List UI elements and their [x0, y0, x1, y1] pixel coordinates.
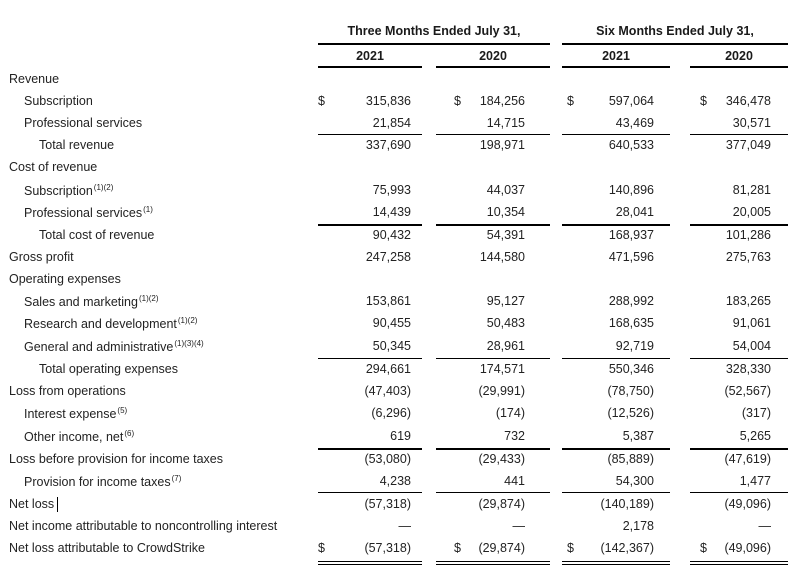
total-rule — [436, 358, 550, 359]
row-label-text: Net income attributable to noncontrolling interest — [9, 519, 278, 533]
row-label-text: Provision for income taxes — [24, 475, 171, 489]
statement-row — [0, 403, 797, 425]
total-rule — [690, 492, 788, 493]
total-rule — [318, 561, 422, 562]
dollar-sign: $ — [700, 94, 707, 108]
row-label — [24, 205, 153, 220]
statement-row — [0, 516, 797, 538]
statement-row — [0, 313, 797, 335]
value-cell: 732 — [504, 429, 525, 443]
row-label — [39, 228, 154, 242]
value-cell: 10,354 — [486, 205, 525, 219]
total-rule — [562, 492, 670, 493]
value-cell: (29,433) — [478, 452, 525, 466]
statement-row — [0, 91, 797, 113]
value-cell: 153,861 — [365, 294, 411, 308]
total-rule — [690, 224, 788, 226]
header-year-col3: 2021 — [602, 49, 630, 63]
value-cell: 14,715 — [486, 116, 525, 130]
value-cell: (49,096) — [724, 497, 771, 511]
row-label — [9, 497, 54, 511]
value-cell: (53,080) — [364, 452, 411, 466]
total-rule — [690, 134, 788, 135]
row-label — [24, 474, 181, 489]
row-label — [39, 138, 114, 152]
value-cell: 597,064 — [608, 94, 654, 108]
value-cell: 44,037 — [486, 183, 525, 197]
row-label — [9, 272, 121, 286]
value-cell: 1,477 — [739, 474, 771, 488]
value-cell: 5,265 — [739, 429, 771, 443]
value-cell: (142,367) — [600, 541, 654, 555]
value-cell: (29,874) — [478, 497, 525, 511]
value-cell: (29,991) — [478, 384, 525, 398]
value-cell: 92,719 — [615, 339, 654, 353]
total-rule — [436, 564, 550, 565]
row-label-text: Other income, net — [24, 430, 124, 444]
value-cell: 81,281 — [732, 183, 771, 197]
row-label-text: Net loss attributable to CrowdStrike — [9, 541, 205, 555]
row-label — [24, 339, 204, 354]
row-label — [24, 429, 134, 444]
value-cell: 14,439 — [372, 205, 411, 219]
row-label — [9, 384, 126, 398]
value-cell: 288,992 — [608, 294, 654, 308]
statement-row — [0, 359, 797, 381]
row-label-text: Subscription — [24, 94, 93, 108]
statement-row — [0, 225, 797, 247]
statement-row — [0, 381, 797, 403]
value-cell: 75,993 — [372, 183, 411, 197]
row-label-text: Operating expenses — [9, 272, 121, 286]
footnote-ref: (1) — [143, 205, 153, 214]
header-three-months: Three Months Ended July 31, — [347, 24, 521, 38]
value-cell: 5,387 — [622, 429, 654, 443]
total-rule — [436, 134, 550, 135]
header-year-col4: 2020 — [725, 49, 753, 63]
footnote-ref: (1)(2) — [138, 294, 159, 303]
value-cell: 441 — [504, 474, 525, 488]
row-label-text: Gross profit — [9, 250, 74, 264]
total-rule — [436, 492, 550, 493]
footnote-ref: (6) — [124, 429, 135, 438]
statement-row — [0, 471, 797, 493]
dollar-sign: $ — [700, 541, 707, 555]
header-year-rule — [436, 66, 550, 68]
value-cell: 28,961 — [486, 339, 525, 353]
statement-row — [0, 494, 797, 516]
total-rule — [562, 564, 670, 565]
value-cell: (140,189) — [600, 497, 654, 511]
value-cell: (49,096) — [724, 541, 771, 555]
row-label-text: Net loss — [9, 497, 55, 511]
total-rule — [436, 224, 550, 226]
value-cell: 183,265 — [725, 294, 771, 308]
row-label-text: Sales and marketing — [24, 295, 138, 309]
value-cell: (52,567) — [724, 384, 771, 398]
value-cell: 198,971 — [479, 138, 525, 152]
row-label — [24, 406, 127, 421]
statement-row — [0, 269, 797, 291]
value-cell: 20,005 — [732, 205, 771, 219]
value-cell: (174) — [495, 406, 525, 420]
value-cell: (85,889) — [607, 452, 654, 466]
value-cell: (6,296) — [371, 406, 411, 420]
row-label — [9, 250, 74, 264]
dollar-sign: $ — [567, 541, 574, 555]
header-year-rule — [318, 66, 422, 68]
row-label-text: Professional services — [24, 116, 143, 130]
footnote-ref: (1)(3)(4) — [174, 339, 204, 348]
total-rule — [318, 134, 422, 135]
statement-row — [0, 538, 797, 560]
value-cell: 337,690 — [365, 138, 411, 152]
statement-row — [0, 69, 797, 91]
value-cell: 91,061 — [732, 316, 771, 330]
value-cell: 21,854 — [372, 116, 411, 130]
total-rule — [562, 224, 670, 226]
row-label-text: Subscription — [24, 184, 93, 198]
value-cell: (57,318) — [364, 541, 411, 555]
value-cell: 247,258 — [365, 250, 411, 264]
statement-row — [0, 449, 797, 471]
row-label-text: Total revenue — [39, 138, 115, 152]
row-label — [24, 294, 159, 309]
header-year-rule — [562, 66, 670, 68]
dollar-sign: $ — [318, 94, 325, 108]
row-label-text: Research and development — [24, 317, 177, 331]
row-label-text: Total cost of revenue — [39, 228, 155, 242]
row-label-text: General and administrative — [24, 340, 174, 354]
total-rule — [318, 448, 422, 450]
total-rule — [690, 358, 788, 359]
value-cell: 640,533 — [608, 138, 654, 152]
total-rule — [318, 492, 422, 493]
row-label-text: Interest expense — [24, 407, 117, 421]
row-label-text: Cost of revenue — [9, 160, 98, 174]
row-label — [24, 94, 93, 108]
footnote-ref: (7) — [171, 474, 182, 483]
value-cell: 550,346 — [608, 362, 654, 376]
value-cell: 144,580 — [479, 250, 525, 264]
total-rule — [562, 448, 670, 450]
total-rule — [436, 561, 550, 562]
total-rule — [562, 134, 670, 135]
value-cell: 54,391 — [486, 228, 525, 242]
value-cell: 95,127 — [486, 294, 525, 308]
statement-row — [0, 426, 797, 448]
value-cell: 168,937 — [608, 228, 654, 242]
total-rule — [562, 561, 670, 562]
header-rule-six-months — [562, 43, 788, 45]
value-cell: — — [512, 519, 525, 533]
row-label — [24, 316, 197, 331]
header-year-col2: 2020 — [479, 49, 507, 63]
value-cell: 174,571 — [479, 362, 525, 376]
row-label-text: Loss from operations — [9, 384, 126, 398]
statement-row — [0, 336, 797, 358]
value-cell: (57,318) — [364, 497, 411, 511]
total-rule — [690, 561, 788, 562]
value-cell: 43,469 — [615, 116, 654, 130]
statement-row — [0, 157, 797, 179]
value-cell: (12,526) — [607, 406, 654, 420]
dollar-sign: $ — [567, 94, 574, 108]
value-cell: — — [398, 519, 411, 533]
statement-row — [0, 113, 797, 135]
footnote-ref: (5) — [117, 406, 128, 415]
row-label — [9, 72, 59, 86]
row-label-text: Revenue — [9, 72, 60, 86]
row-label — [9, 541, 205, 555]
value-cell: 184,256 — [479, 94, 525, 108]
statement-row — [0, 247, 797, 269]
header-rule-three-months — [318, 43, 550, 45]
total-rule — [436, 448, 550, 450]
value-cell: 28,041 — [615, 205, 654, 219]
header-year-rule — [690, 66, 788, 68]
value-cell: 54,004 — [732, 339, 771, 353]
value-cell: 4,238 — [379, 474, 411, 488]
value-cell: (78,750) — [607, 384, 654, 398]
row-label-text: Loss before provision for income taxes — [9, 452, 223, 466]
row-label — [9, 519, 277, 533]
value-cell: 54,300 — [615, 474, 654, 488]
value-cell: (47,619) — [724, 452, 771, 466]
value-cell: (29,874) — [478, 541, 525, 555]
value-cell: 50,345 — [372, 339, 411, 353]
dollar-sign: $ — [454, 94, 461, 108]
value-cell: 328,330 — [725, 362, 771, 376]
value-cell: 50,483 — [486, 316, 525, 330]
total-rule — [318, 564, 422, 565]
total-rule — [562, 358, 670, 359]
statement-row — [0, 180, 797, 202]
value-cell: 2,178 — [622, 519, 654, 533]
value-cell: 90,455 — [372, 316, 411, 330]
value-cell: 377,049 — [725, 138, 771, 152]
statement-row — [0, 291, 797, 313]
value-cell: 168,635 — [608, 316, 654, 330]
total-rule — [318, 224, 422, 226]
header-six-months: Six Months Ended July 31, — [596, 24, 754, 38]
row-label — [24, 183, 113, 198]
value-cell: (317) — [741, 406, 771, 420]
row-label — [9, 452, 223, 466]
statement-row — [0, 135, 797, 157]
footnote-ref: (1)(2) — [93, 183, 114, 192]
value-cell: (47,403) — [364, 384, 411, 398]
value-cell: 471,596 — [608, 250, 654, 264]
value-cell: 101,286 — [725, 228, 771, 242]
value-cell: 275,763 — [725, 250, 771, 264]
dollar-sign: $ — [454, 541, 461, 555]
total-rule — [690, 564, 788, 565]
value-cell: 90,432 — [372, 228, 411, 242]
value-cell: 140,896 — [608, 183, 654, 197]
row-label-text: Total operating expenses — [39, 362, 178, 376]
footnote-ref: (1)(2) — [177, 316, 198, 325]
text-cursor — [57, 497, 58, 512]
value-cell: 619 — [390, 429, 411, 443]
value-cell: 30,571 — [732, 116, 771, 130]
value-cell: — — [758, 519, 771, 533]
value-cell: 294,661 — [365, 362, 411, 376]
row-label — [24, 116, 142, 130]
total-rule — [318, 358, 422, 359]
statement-row — [0, 202, 797, 224]
dollar-sign: $ — [318, 541, 325, 555]
value-cell: 315,836 — [365, 94, 411, 108]
row-label — [9, 160, 97, 174]
value-cell: 346,478 — [725, 94, 771, 108]
row-label — [39, 362, 178, 376]
total-rule — [690, 448, 788, 450]
header-year-col1: 2021 — [356, 49, 384, 63]
row-label-text: Professional services — [24, 206, 143, 220]
